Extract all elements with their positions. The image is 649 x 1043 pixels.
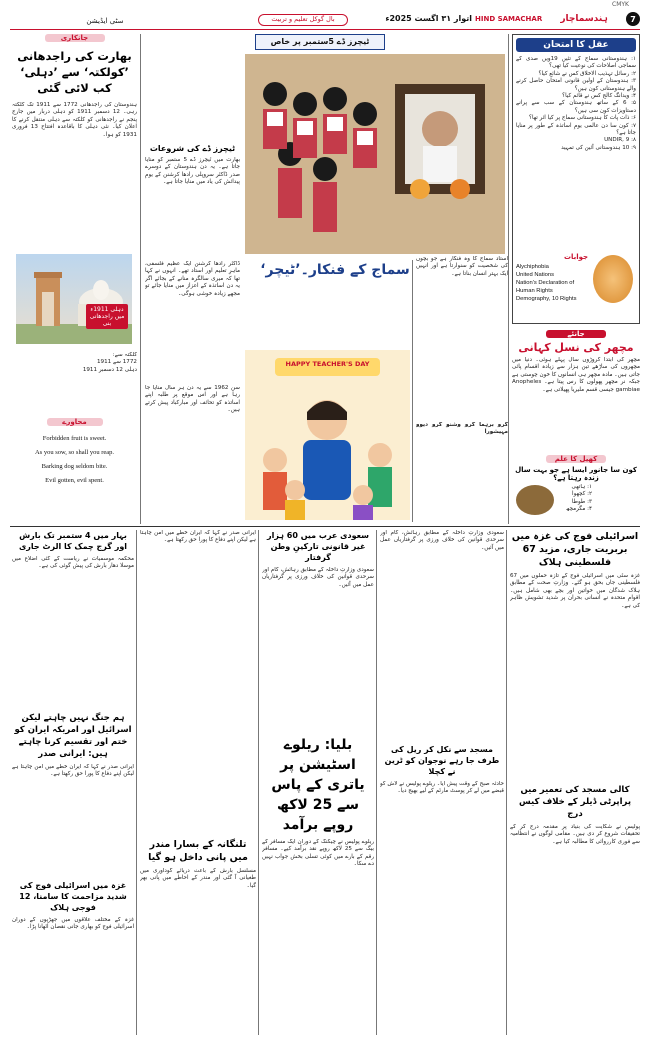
top-rule <box>10 29 640 30</box>
quiz-question: ۶: ذات پات کا ہندوستانی سماج پر کیا اثر تھا؟ <box>529 115 636 122</box>
quiz-answer: Demography, 10 Rights <box>516 296 577 302</box>
quiz-question: ۷: کون سا دن عالمی یومِ اساتذہ کے طور پر منایا جاتا ہے؟ <box>516 122 636 137</box>
history-headline: بھارت کی راجدھانی ’کولکتہ‘ سے ’دہلی‘ کب لائی گئی <box>17 49 132 95</box>
news-col-5 <box>12 530 134 1035</box>
insects-box <box>512 330 640 450</box>
history-list-item: 1772 سے 1911 <box>96 359 137 366</box>
teachers-day-card: HAPPY TEACHER'S DAY <box>285 360 370 368</box>
history-body: ہندوستان کی راجدھانی 1772 سے 1911 تک کلکتہ رہی۔ 12 دسمبر 1911 کو دہلی دربار میں جارج پنجم نے راجدھانی کو کلکتہ سے دہلی منتقل کرنے کا اعلان کیا۔ نئی دہلی کا باقاعدہ افتتاح 13 فروری 1931 کو ہوا۔ <box>12 102 137 138</box>
news-body: سعودی وزارتِ داخلہ کے مطابق رہائش، کام اور سرحدی قوانین کی خلاف ورزی پر گرفتاریاں عمل میں آئیں۔ <box>262 567 374 588</box>
teacher-text-left <box>145 34 240 519</box>
news-body: حادثہ صبح کے وقت پیش آیا۔ ریلوے پولیس نے لاش کو قبضے میں لے کر پوسٹ مارٹم کے لیے بھیج دیا۔ <box>380 781 504 795</box>
quiz-question: ۱: ہندوستانی سماج کے تئیں 19ویں صدی کے سماجی اصلاحات کی نوعیت کیا تھی؟ <box>516 56 636 70</box>
news-headline: اسرائیلی فوج کی غزہ میں بربریت جاری، مزید 67 فلسطینی ہلاک <box>511 531 639 568</box>
brand-english: HIND SAMACHAR <box>475 15 543 23</box>
quiz-title: عقل کا امتحان <box>516 38 636 52</box>
quiz-box <box>512 34 640 324</box>
news-body: مسلسل بارش کے باعث دریائے گوداوری میں طغیانی آ گئی اور مندر کے احاطے میں پانی بھر گیا۔ <box>140 868 256 889</box>
history-list-item: کلکتہ سے: <box>112 352 137 358</box>
teacher-text-right <box>416 256 508 521</box>
riddle-tab: کھیل کا علم <box>546 455 606 463</box>
date-line: اتوار ۳۱ اگست 2025ء <box>385 14 472 23</box>
quiz-answer: United Nations <box>516 272 555 278</box>
news-body: غزہ کے مختلف علاقوں میں جھڑپوں کے دوران اسرائیلی فوج کو بھاری جانی نقصان اٹھانا پڑا۔ <box>12 917 134 931</box>
quiz-question: ۵: 6 کے ساتھ ہندوستان کے سب سے پرانے دستاویزات کون سی ہیں؟ <box>516 100 636 114</box>
divider-left <box>140 34 141 524</box>
quiz-answers-title: جوابات <box>563 253 589 261</box>
history-tab: جانکاری <box>45 34 105 42</box>
col-divider <box>506 530 507 1035</box>
riddle-option: ۲: کچھوا <box>572 491 592 498</box>
corner-label: CMYK <box>612 1 629 8</box>
quiz-question: ۸: UNDIR, 9 <box>604 137 636 144</box>
insects-tab: جانئے <box>546 330 606 338</box>
mid-rule <box>10 526 640 527</box>
history-image-badge: دہلی 1911ء میں راجدھانی بنی <box>86 304 128 329</box>
proverbs-tab: محاورے <box>47 418 103 426</box>
news-body: ایرانی صدر نے کہا کہ ایران خطے میں امن چاہتا ہے لیکن اپنے دفاع کا پورا حق رکھتا ہے۔ <box>12 764 134 778</box>
masthead-bar <box>475 10 640 28</box>
news-body: سعودی وزارتِ داخلہ کے مطابق رہائش، کام اور سرحدی قوانین کی خلاف ورزی پر گرفتاریاں عمل میں آئیں۔ <box>380 530 504 551</box>
news-body: ریلوے پولیس نے چیکنگ کے دوران ایک مسافر کے بیگ سے 25 لاکھ روپے نقد برآمد کیے۔ مسافر رقم کے بارے میں کوئی تسلی بخش جواب نہیں دے سکا۔ <box>262 839 374 868</box>
history-list-item: دہلی 12 دسمبر 1911 <box>82 366 137 373</box>
quiz-question: ۲: رسائل تہذیب الاخلاق کس نے شائع کیا؟ <box>538 70 636 77</box>
divider-center <box>412 260 413 522</box>
news-col-1 <box>510 530 640 1035</box>
quiz-question: ۳: ہندوستان کے اولین قانونی امتحان حاصل کرنے والے ہندوستانی کون ہیں؟ <box>516 78 636 92</box>
col-divider <box>136 530 137 1035</box>
proverb-item: Forbidden fruit is sweet. <box>42 435 107 442</box>
left-tab: سٹی ایڈیشن <box>86 17 124 25</box>
page-number: 7 <box>626 12 640 26</box>
quiz-answers <box>516 263 586 303</box>
news-headline: بلیا: ریلوے اسٹیشن پر یاتری کے پاس سے 25 لاکھ روپے برآمد <box>271 737 365 833</box>
quiz-portrait <box>593 255 633 303</box>
news-col-2 <box>380 530 504 1035</box>
quiz-answer: Alychiphobia <box>516 264 549 270</box>
news-headline: غزہ میں اسرائیلی فوج کی شدید مزاحمت کا سامنا، 12 فوجی ہلاک <box>19 881 127 912</box>
teacher-body-2: ڈاکٹر رادھا کرشنن ایک عظیم فلسفی، ماہرِ تعلیم اور استاد تھے۔ انہوں نے کہا تھا کہ میری سالگرہ منانے کے بجائے اگر یہ دن اساتذہ کے اعزاز میں منایا جائے تو مجھے زیادہ خوشی ہوگی۔ <box>145 261 240 297</box>
section-tag: بال گوکل تعلیم و تربیت <box>258 14 348 26</box>
insects-body: مچھر کی ابتدا کروڑوں سال پہلے ہوئی۔ دنیا میں مچھروں کی ساڑھے تین ہزار سے زیادہ اقسام پائی جاتی ہیں۔ مادہ مچھر ہی انسانوں کا خون چوستی ہے جبکہ نر مچھر پھولوں کا رس پیتا ہے۔ Anopheles gambiae جیسی قسم ملیریا پھیلاتی ہے۔ <box>512 357 640 393</box>
tortoise-image <box>516 485 554 515</box>
students-photo <box>245 54 505 254</box>
news-col-4 <box>140 530 256 1035</box>
divider-right <box>508 34 509 524</box>
proverbs-box <box>12 418 137 518</box>
teacher-body-3: سن 1962 سے یہ دن ہر سال منایا جا رہا ہے اور اس موقع پر طلبہ اپنے اساتذہ کو تحائف اور مبارکباد پیش کرتے ہیں۔ <box>145 385 240 414</box>
riddle-option: ۴: مگرمچھ <box>566 506 592 513</box>
teacher-photo-caption: گرو برہما گرو وشنو گرو دیوو مہیشورا <box>416 422 508 436</box>
news-col-3 <box>262 530 374 1035</box>
history-list <box>12 352 137 412</box>
history-column <box>12 34 137 414</box>
teachers-day-illustration <box>245 350 410 520</box>
teacher-headline: سماج کے فنکار۔’ٹیچر‘ <box>260 262 410 278</box>
news-body: پولیس نے شکایت کی بنیاد پر مقدمہ درج کر کے تحقیقات شروع کر دی ہیں۔ مقامی لوگوں نے انتظامیہ سے فوری کارروائی کا مطالبہ کیا ہے۔ <box>510 824 640 845</box>
teacher-body-1: بھارت میں ٹیچرز ڈے 5 ستمبر کو منایا جاتا ہے۔ یہ دن ہندوستان کے دوسرے صدر ڈاکٹر سروپلی رادھا کرشنن کے یومِ پیدائش کی یاد میں منایا جاتا ہے۔ <box>145 157 240 186</box>
riddle-question: کون سا جانور ایسا ہے جو بہت سال زندہ رہتا ہے؟ <box>515 466 637 482</box>
riddle-option: ۳: طوطا <box>571 498 592 505</box>
proverb-item: Evil gotten, evil spent. <box>45 477 104 484</box>
news-headline: کالی مسجد کی تعمیر میں پراپرٹی ڈیلر کے خلاف کیس درج <box>518 785 632 819</box>
brand-urdu: ہندسماچار <box>560 14 608 24</box>
riddle-box <box>512 455 640 523</box>
riddle-option: ۱: ہاتھی <box>571 484 592 490</box>
news-headline: تلنگانہ کے بسارا مندر میں پانی داخل ہو گیا <box>148 839 248 863</box>
proverbs-list <box>12 432 137 488</box>
proverb-item: As you sow, so shall you reap. <box>34 449 114 456</box>
news-body: غزہ سٹی میں اسرائیلی فوج کے تازہ حملوں میں 67 فلسطینی جاں بحق ہو گئے۔ وزارتِ صحت کے مطابق ہلاک شدگان میں خواتین اور بچے بھی شامل ہیں۔ اقوامِ متحدہ نے انسانی بحران پر شدید تشویش ظاہر کی ہے۔ <box>510 573 640 609</box>
news-headline: ہم جنگ نہیں چاہتے لیکن اسرائیل اور امریکہ ایران کو ختم اور تقسیم کرنا چاہتے ہیں: ایرانی صدر <box>14 713 132 759</box>
insects-headline: مچھر کی نسل کہانی <box>518 341 634 354</box>
quiz-question-list <box>516 56 636 251</box>
quiz-question: ۴: ویدانگ کالج کس نے قائم کیا؟ <box>562 93 636 100</box>
india-gate-photo <box>16 254 132 344</box>
quiz-answer: Nation's Declaration of Human Rights <box>516 280 575 294</box>
teacher-banner: ٹیچرز ڈے 5ستمبر پر خاص <box>255 34 385 50</box>
news-headline: مسجد سے نکل کر ریل کی طرف جا رہے نوجوان کو ٹرین نے کچلا <box>384 745 500 776</box>
news-body: ایرانی صدر نے کہا کہ ایران خطے میں امن چاہتا ہے لیکن اپنے دفاع کا پورا حق رکھتا ہے۔ <box>140 530 256 544</box>
news-body: محکمہ موسمیات نے ریاست کے کئی اضلاع میں موسلا دھار بارش کی پیش گوئی کی ہے۔ <box>12 556 134 570</box>
col-divider <box>376 530 377 1035</box>
proverb-item: Barking dog seldom bite. <box>41 463 108 470</box>
teacher-subhead: ٹیچرز ڈے کی شروعات <box>149 144 236 153</box>
col-divider <box>258 530 259 1035</box>
news-headline: بہار میں 4 ستمبر تک بارش اور گرج چمک کا الرٹ جاری <box>18 531 128 551</box>
teacher-body-4: استاد سماج کا وہ فنکار ہے جو بچوں کی شخصیت کو سنوارتا ہے اور انہیں ایک بہتر انسان بناتا ہے۔ <box>416 256 508 277</box>
news-headline: سعودی عرب میں 60 ہزار غیر قانونی تارکینِ وطن گرفتار <box>266 531 370 562</box>
quiz-question: ۹: 10 ہندوستانی آئین کی تمہید <box>561 144 636 151</box>
